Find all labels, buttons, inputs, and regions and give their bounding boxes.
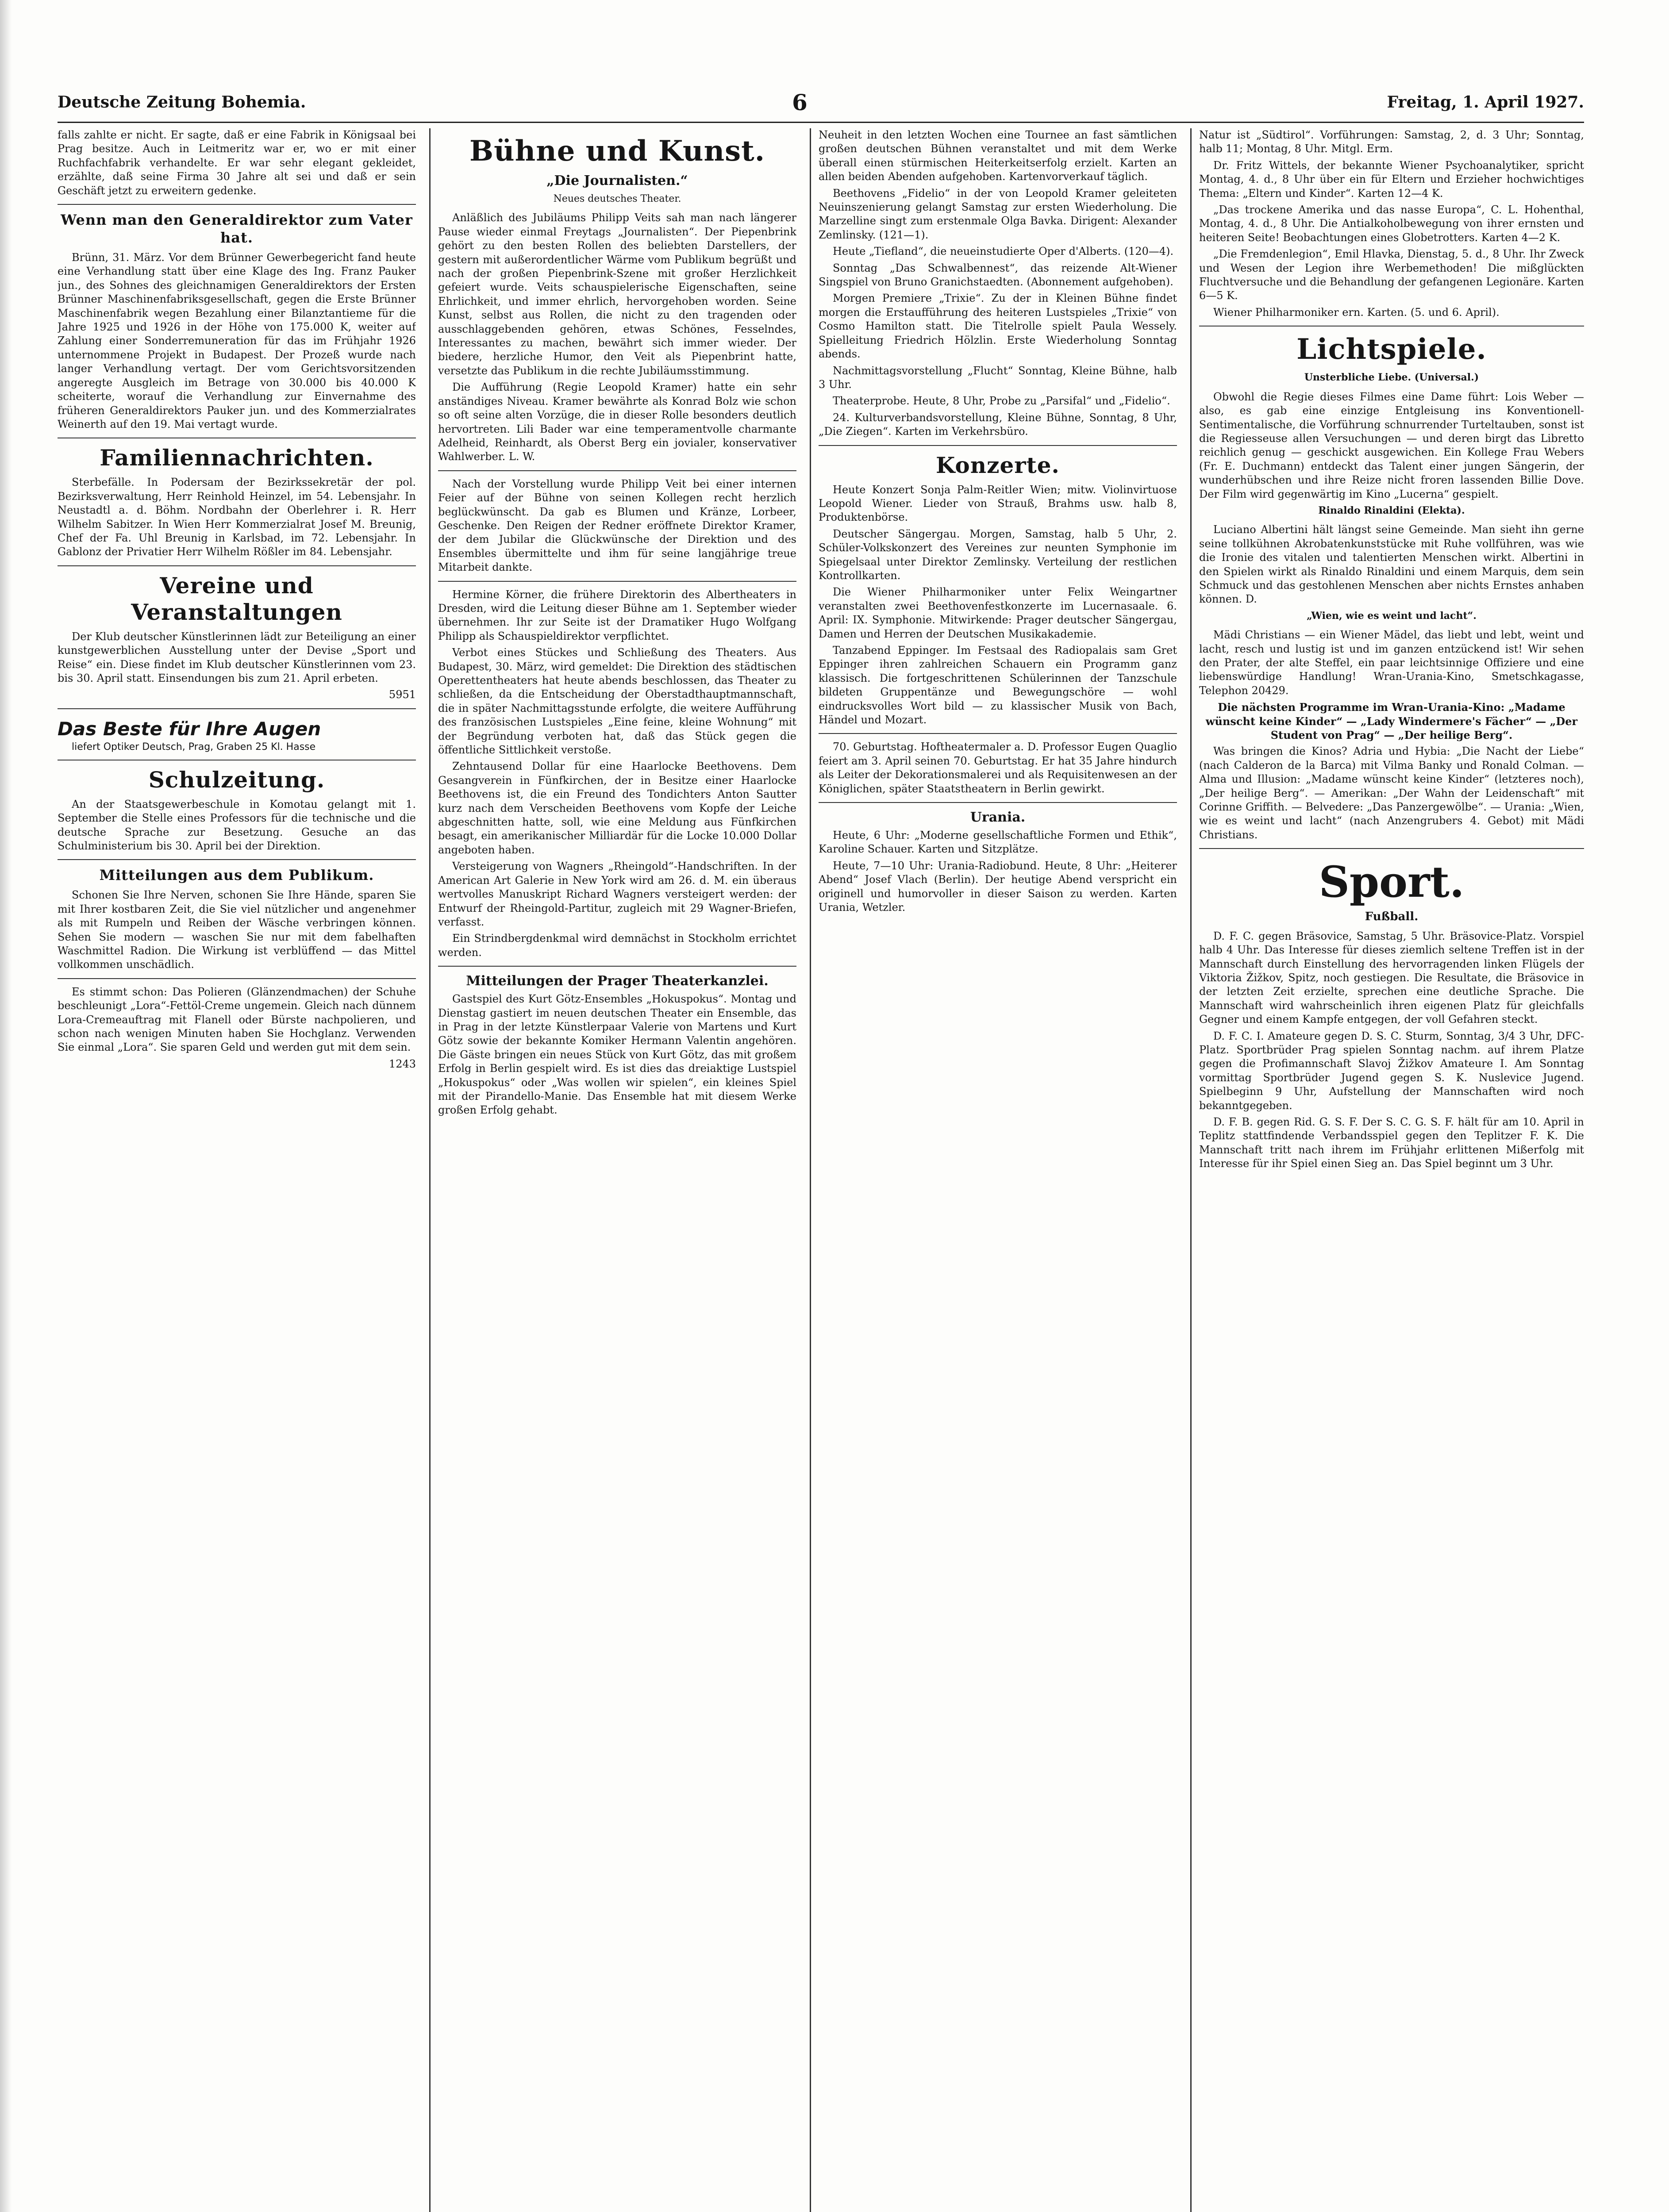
article-text: Mädi Christians — ein Wiener Mädel, das liebt und lebt, weint und lacht, resch und lustig ist und im ganzen entzückend ist! Wir sehen den Prater, der alte Steffel, ein paar leichtsinnige Offiziere und eine liebenswürdige Handlung! Wran-Urania-Kino, Smetschkagasse, Telephon 20429.: [1199, 629, 1584, 697]
article-text: Sonntag „Das Schwalbennest“, das reizende Alt-Wiener Singspiel von Bruno Granichstaedten. (Abonnement aufgehoben).: [819, 261, 1177, 288]
article-text: Theaterprobe. Heute, 8 Uhr, Probe zu „Parsifal“ und „Fidelio“.: [833, 395, 1170, 407]
divider: [1199, 848, 1584, 849]
section-fussball: Fußball.: [1365, 910, 1419, 924]
headline-konzerte: Konzerte.: [936, 452, 1060, 478]
header-date: Freitag, 1. April 1927.: [1387, 93, 1584, 111]
article-text: Brünn, 31. März. Vor dem Brünner Gewerbegericht fand heute eine Verhandlung statt über eine Klage des Ing. Franz Pauker jun., des Sohnes des gleichnamigen Generaldirektors der Ersten Brünner Maschinenfabriksgesellschaft, gegen die Erste Brünner Maschinenfabrik wegen Bezahlung einer Bilanztantieme für die Jahre 1925 und 1926 in der Höhe von 175.000 K, weiter auf Zahlung einer Sonderremuneration für das im Frühjahr 1926 unternommene Projekt in Budapest. Der Prozeß wurde nach langer Verhandlung vertagt. Der vom Gerichtsvorsitzenden angeregte Ausgleich im Betrage von 30.000 bis 40.000 K scheiterte, worauf die Verhandlung zur Einvernahme des früheren Generaldirektors Pauker jun. und des Kommerzialrates Weinerth auf den 19. Mai vertagt wurde.: [58, 251, 416, 430]
article-text: Der Klub deutscher Künstlerinnen lädt zur Beteiligung an einer kunstgewerblichen Ausstellung unter der Devise „Sport und Reise“ ein. Diese findet im Klub deutscher Künstlerinnen vom 23. bis 30. April statt. Einsendungen bis zum 21. April erbeten.: [58, 630, 416, 684]
article-text: Anläßlich des Jubiläums Philipp Veits sah man nach längerer Pause wieder einmal Freytags „Journalisten“. Der Piepenbrink gehört zu den besten Rollen des beliebten Darstellers, der gestern mit außerordentlicher Wärme vom Publikum begrüßt und nach der großen Piepenbrink-Szene mit großer Herzlichkeit gefeiert wurde. Veits schauspielerische Eigenschaften, seine Ehrlichkeit, und immer ehrlich, hervorgehoben worden. Seine Kunst, selbst aus Rollen, die nicht zu den tragenden oder ausschlaggebenden gehören, etwas Schönes, Fesselndes, Interessantes zu machen, bewährt sich immer wieder. Der biedere, herzliche Humor, den Veit als Piepenbrint hatte, versetzte das Publikum in die rechte Jubiläumsstimmung.: [438, 211, 796, 377]
column-divider: [1190, 128, 1192, 2212]
headline-sport: Sport.: [1319, 857, 1465, 907]
article-text: falls zahlte er nicht. Er sagte, daß er eine Fabrik in Königsaal bei Prag besitze. Auch in Leitmeritz war er, wo er mit einer Ruchfachfabrik verhandelte. Er war sehr elegant gekleidet, erzählte, daß seine Firma 30 Jahre alt sei und daß er sein Geschäft jetzt zu erweitern gedenke.: [58, 129, 416, 197]
article-text: Verbot eines Stückes und Schließung des Theaters. Aus Budapest, 30. März, wird gemeldet: Die Direktion des städtischen Operettentheaters hat heute abends beschlossen, das Theater zu schließen, da die Entscheidung der Oberstadthauptmannschaft, die in später Nachmittagsstunde erfolgte, die weitere Aufführung des französischen Lustspieles „Eine feine, kleine Wohnung“ mit der Begründung verboten hat, daß das Stück gegen die öffentliche Sittlichkeit verstoße.: [438, 646, 796, 757]
article-text: Nach der Vorstellung wurde Philipp Veit bei einer internen Feier auf der Bühne von seinen Kollegen recht herzlich beglückwünscht. Da gab es Blumen und Kränze, Lorbeer, Geschenke. Den Reigen der Redner eröffnete Direktor Kramer, der dem Jubilar die Glückwünsche der Direktion und des Ensembles übermittelte und ihm für seine langjährige treue Mitarbeit dankte.: [438, 477, 796, 574]
divider: [819, 445, 1177, 446]
divider: [58, 565, 416, 566]
article-text: 70. Geburtstag. Hoftheatermaler a. D. Professor Eugen Quaglio feiert am 3. April seinen 70. Geburtstag. Er hat 35 Jahre hindurch als Leiter der Dekorationsmalerei und als Requisitenwesen an der Königlichen, später Staatstheatern in Berlin gewirkt.: [819, 741, 1177, 795]
article-text: Dr. Fritz Wittels, der bekannte Wiener Psychoanalytiker, spricht Montag, 4. d., 8 Uhr über ein für Eltern und Erzieher hochwichtiges Thema: „Eltern und Kinder“. Karten 12—4 K.: [1199, 159, 1584, 200]
article-text: Heute, 7—10 Uhr: Urania-Radiobund. Heute, 8 Uhr: „Heiterer Abend“ Josef Vlach (Berlin). Der heutige Abend verspricht ein originell und humorvoller in dieser Saison zu werden. Karten Urania, Wetzler.: [819, 859, 1177, 914]
column-3: [819, 128, 1177, 2212]
divider: [58, 204, 416, 205]
headline-familiennachrichten: Familiennachrichten.: [100, 445, 374, 471]
article-text: D. F. C. gegen Bräsovice, Samstag, 5 Uhr. Bräsovice-Platz. Vorspiel halb 4 Uhr. Das Interesse für dieses ziemlich seltene Treffen ist in der Mannschaft durch Einstellung des hervorragenden linken Flügels der Viktoria Žižkov, Spitz, noch gestiegen. Die Resultate, die Bräsovice in der letzten Zeit erzielte, sprechen eine deutliche Sprache. Die Mannschaft wird wahrscheinlich ihren eigenen Platz für gleichfalls Gegner und einem Kampfe entgegen, der voll Gefahren steckt.: [1199, 929, 1584, 1026]
column-divider: [810, 128, 811, 2212]
article-text: Heute Konzert Sonja Palm-Reitler Wien; mitw. Violinvirtuose Leopold Wiener. Lieder von Strauß, Brahms usw. halb 8, Produktenbörse.: [819, 483, 1177, 524]
article-text: Neuheit in den letzten Wochen eine Tournee an fast sämtlichen großen deutschen Bühnen veranstaltet und mit dem Werke überall einen stürmischen Heiterkeitserfolg erzielt. Karten an allen beiden Abenden aufgehoben. Kartenvorverkauf täglich.: [819, 129, 1177, 183]
headline-journalisten: „Die Journalisten.“: [546, 173, 688, 188]
article-text: D. F. C. I. Amateure gegen D. S. C. Sturm, Sonntag, 3/4 3 Uhr, DFC-Platz. Sportbrüder Prag spielen Sonntag nachm. auf ihrem Platze gegen die Profimannschaft Slavoj Žižkov Amateure I. Am Sonntag vormittag Sportbrüder Jugend gegen S. K. Nuslevice Jugend. Spielbeginn 9 Uhr, Aufstellung der Mannschaften wird noch bekanntgegeben.: [1199, 1029, 1584, 1112]
notice-number: 1243: [388, 1057, 416, 1070]
article-text: Morgen Premiere „Trixie“. Zu der in Kleinen Bühne findet morgen die Erstaufführung des heiteren Lustspieles „Trixie“ von Cosmo Hamilton statt. Die Titelrolle spielt Paula Wessely. Spielleitung Friedrich Hölzlin. Erste Wiederholung Sonntag abends.: [819, 292, 1177, 361]
header-rule: [58, 122, 1584, 123]
article-text: Gastspiel des Kurt Götz-Ensembles „Hokuspokus“. Montag und Dienstag gastiert im neuen deutschen Theater ein Ensemble, das in Prag in der letzte Künstlerpaar Valerie von Martens und Kurt Götz sowie der bekannte Komiker Hermann Valentin angehören. Die Gäste bringen ein neues Stück von Kurt Götz, das mit großem Erfolg in Berlin gespielt wird. Es ist dies das dreiaktige Lustspiel „Hokuspokus“ oder „Was wollen wir spielen“, ein kleines Spiel mit der Pirandello-Manie. Das Ensemble hat mit diesem Werke großen Erfolg gehabt.: [438, 993, 796, 1117]
article-text: Zehntausend Dollar für eine Haarlocke Beethovens. Dem Gesangverein in Fünfkirchen, der in Besitze einer Haarlocke Beethovens ist, die ein Freund des Tondichters Anton Sautter kurz nach dem Verscheiden Beethovens vom Kopfe der Leiche abgeschnitten hatte, soll, wie eine Meldung aus Fünfkirchen besagt, ein amerikanischer Milliardär für die Locke 10.000 Dollar angeboten haben.: [438, 760, 796, 856]
article-text: 24. Kulturverbandsvorstellung, Kleine Bühne, Sonntag, 8 Uhr, „Die Ziegen“. Karten im Verkehrsbüro.: [819, 411, 1177, 438]
subheadline-theater: Neues deutsches Theater.: [553, 193, 681, 204]
advertisement-title: Das Beste für Ihre Augen: [58, 718, 321, 740]
header-page-number: 6: [792, 89, 808, 115]
headline-buehne-und-kunst: Bühne und Kunst.: [469, 134, 765, 168]
film-title: Unsterbliche Liebe. (Universal.): [1304, 372, 1479, 384]
divider: [438, 581, 796, 582]
divider: [819, 733, 1177, 734]
article-text: Was bringen die Kinos? Adria und Hybia: „Die Nacht der Liebe“ (nach Calderon de la Barca) mit Vilma Banky und Ronald Colman. — Alma und Illusion: „Madame wünscht keine Kinder“ (letzteres noch), „Der heilige Berg“. — Amerikan: „Der Wahn der Leidenschaft“ mit Corinne Griffith. — Belvedere: „Das Panzergewölbe“. — Urania: „Wien, wie es weint und lacht“ (nach Anzengrubers 4. Gebot) mit Mädi Christians.: [1199, 745, 1584, 841]
divider: [58, 708, 416, 709]
page-edge-shadow: [0, 0, 12, 2212]
advertisement-subtitle: liefert Optiker Deutsch, Prag, Graben 25 Kl. Hasse: [72, 741, 316, 753]
article-text: Die Wiener Philharmoniker unter Felix Weingartner veranstalten zwei Beethovenfestkonzerte im Lucernasaale. 6. April: IX. Symphonie. Mitwirkende: Prager deutscher Sängergau, Damen und Herren der Deutschen Musikakademie.: [819, 586, 1177, 640]
article-text: Versteigerung von Wagners „Rheingold“-Handschriften. In der American Art Galerie in New York wird am 26. d. M. ein überaus wertvolles Manuskript Richard Wagners versteigert werden: der Entwurf der Rheingold-Partitur, zugleich mit 29 Wagner-Briefen, verfasst.: [438, 860, 796, 928]
article-text: Obwohl die Regie dieses Filmes eine Dame führt: Lois Weber — also, es gab eine einzige Entgleisung ins Konventionell-Sentimentalische, die Vorführung schnurrender Turteltauben, sonst ist die Regiesseuse allen Versuchungen — und deren birgt das Libretto reichlich genug — geschickt ausgewichen. Ein Kollege Frau Webers (Fr. E. Duchmann) entdeckt das Talent einer jungen Sängerin, der wunderhübschen und ihre Reize nicht froren lassenden Billie Dove. Der Film wird gegenwärtig im Kino „Lucerna“ gespielt.: [1199, 390, 1584, 500]
article-text: Beethovens „Fidelio“ in der von Leopold Kramer geleiteten Neuinszenierung gelangt Samstag zur ersten Wiederholung. Die Marzelline singt zum erstenmale Olga Bavka. Dirigent: Alexander Zemlinsky. (121—1).: [819, 187, 1177, 241]
header-newspaper-name: Deutsche Zeitung Bohemia.: [58, 93, 306, 111]
divider: [819, 802, 1177, 803]
article-text: Heute, 6 Uhr: „Moderne gesellschaftliche Formen und Ethik“, Karoline Schauer. Karten und Sitzplätze.: [819, 829, 1177, 856]
article-text: Wiener Philharmoniker ern. Karten. (5. und 6. April).: [1213, 306, 1500, 319]
article-text: „Die Fremdenlegion“, Emil Hlavka, Dienstag, 5. d., 8 Uhr. Ihr Zweck und Wesen der Legion ihre Werbemethoden! Die mißglückten Fluchtversuche und die Behandlung der gefangenen Legionäre. Karten 6—5 K.: [1199, 248, 1584, 302]
article-text: „Das trockene Amerika und das nasse Europa“, C. L. Hohenthal, Montag, 4. d., 8 Uhr. Die Antialkoholbewegung von ihrer ernsten und heiteren Seite! Beobachtungen eines Globetrotters. Karten 4—2 K.: [1199, 204, 1584, 244]
headline-mitteilungen: Mitteilungen aus dem Publikum.: [99, 867, 374, 884]
divider: [438, 470, 796, 471]
article-text: Sterbefälle. In Podersam der Bezirkssekretär der pol. Bezirksverwaltung, Herr Reinhold Heinzel, im 54. Lebensjahr. In Neustadtl a. d. Böhm. Nordbahn der Oberlehrer i. R. Herr Wilhelm Sabitzer. In Wien Herr Kommerzialrat Josef M. Breunig, Chef der Fa. Uhl Breunig in Karlsbad, im 72. Lebensjahr. In Gablonz der Privatier Herr Wilhelm Rößler im 84. Lebensjahr.: [58, 476, 416, 558]
article-text: Es stimmt schon: Das Polieren (Glänzendmachen) der Schuhe beschleunigt „Lora“-Fettöl-Creme ungemein. Gleich nach dünnem Lora-Cremeauftrag mit Flanell oder Bürste nachpolieren, und schon nach wenigen Minuten haben Sie Hochglanz. Verwenden Sie einmal „Lora“. Sie sparen Geld und werden gut mit dem sein.: [58, 985, 416, 1054]
article-text: Natur ist „Südtirol“. Vorführungen: Samstag, 2, d. 3 Uhr; Sonntag, halb 11; Montag, 8 Uhr. Mitgl. Erm.: [1199, 129, 1584, 155]
article-text: Deutscher Sängergau. Morgen, Samstag, halb 5 Uhr, 2. Schüler-Volkskonzert des Vereines zur neunten Symphonie im Spiegelsaal unter Direktor Zemlinsky. Verteilung der restlichen Kontrollkarten.: [819, 527, 1177, 582]
article-text: Hermine Körner, die frühere Direktorin des Albertheaters in Dresden, wird die Leitung dieser Bühne am 1. September wieder übernehmen. Ihr zur Seite ist der Dramatiker Hugo Wolfgang Philipp als Schauspieldirektor verpflichtet.: [438, 588, 796, 642]
article-text: Die Aufführung (Regie Leopold Kramer) hatte ein sehr anständiges Niveau. Kramer bewährte als Konrad Bolz wie schon so oft seine alten Vorzüge, die in dieser Rolle besonders deutlich hervortreten. Lili Bader war eine temperamentvolle charmante Adelheid, Reinhardt, als Oberst Berg ein jovialer, konservativer Wahlwerber. L. W.: [438, 381, 796, 463]
article-text: Heute „Tiefland“, die neueinstudierte Oper d'Alberts. (120—4).: [833, 245, 1174, 258]
notice-number: 5951: [388, 688, 416, 701]
article-text: Tanzabend Eppinger. Im Festsaal des Radiopalais sam Gret Eppinger ihren zahlreichen Schauern ein Programm ganz klassisch. Die fortgeschrittenen Schülerinnen der Tanzschule bildeten Gruppentänze und Bewegungschöre — wohl eindrucksvolles Wort bild — zu klassischer Musik von Bach, Händel und Mozart.: [819, 644, 1177, 726]
article-text: D. F. B. gegen Rid. G. S. F. Der S. C. G. S. F. hält für am 10. April in Teplitz stattfindende Verbandsspiel gegen den Teplitzer F. K. Die Mannschaft tritt nach ihrem im Frühjahr erlittenen Mißerfolg mit Interesse für ihr Spiel einen Sieg an. Das Spiel beginnt um 3 Uhr.: [1199, 1115, 1584, 1170]
article-text: Die nächsten Programme im Wran-Urania-Kino: „Madame wünscht keine Kinder“ — „Lady Windermere's Fächer“ — „Der Student von Prag“ — „Der heilige Berg“.: [1205, 701, 1578, 742]
article-text: Ein Strindbergdenkmal wird demnächst in Stockholm errichtet werden.: [438, 932, 796, 959]
article-text: Schonen Sie Ihre Nerven, schonen Sie Ihre Hände, sparen Sie mit Ihrer kostbaren Zeit, die Sie viel nützlicher und angenehmer als mit Rumpeln und Reiben der Wäsche verbringen können. Sehen Sie modern — waschen Sie nur mit dem fabelhaften Waschmittel Radion. Die Wirkung ist verblüffend — das Mittel vollkommen unschädlich.: [58, 889, 416, 971]
column-1: [58, 128, 416, 2212]
article-text: Nachmittagsvorstellung „Flucht“ Sonntag, Kleine Bühne, halb 3 Uhr.: [819, 364, 1177, 391]
film-title: Rinaldo Rinaldini (Elekta).: [1318, 504, 1465, 516]
headline-theaterkanzlei: Mitteilungen der Prager Theaterkanzlei.: [466, 973, 769, 989]
article-text: An der Staatsgewerbeschule in Komotau gelangt mit 1. September die Stelle eines Professors für die technische und die deutsche Sprache zur Besetzung. Gesuche an das Schulministerium bis 30. April bei der Direktion.: [58, 798, 416, 852]
headline-generaldirektor: Wenn man den Generaldirektor zum Vater hat.: [61, 211, 413, 246]
column-2: [438, 128, 796, 2212]
headline-lichtspiele: Lichtspiele.: [1296, 333, 1487, 366]
column-4: [1199, 128, 1584, 2212]
article-text: Luciano Albertini hält längst seine Gemeinde. Man sieht ihn gerne seine tollkühnen Akrobatenkunststücke mit Ruhe vollführen, was wie die Ironie des vitalen und talentierten Menschen wirkt. Albertini in den Spielen wirkt als Rinaldo Rinaldini und einem Marquis, dem sein Schmuck und das gestohlenen Menschen aber nichts Ernstes anhaben können. D.: [1199, 523, 1584, 606]
divider: [58, 978, 416, 979]
headline-vereine: Vereine und Veranstaltungen: [131, 572, 342, 625]
film-title: „Wien, wie es weint und lacht“.: [1307, 610, 1477, 622]
headline-schulzeitung: Schulzeitung.: [148, 766, 325, 793]
divider: [438, 966, 796, 967]
divider: [58, 859, 416, 860]
page-header: [58, 89, 1584, 119]
headline-urania: Urania.: [970, 810, 1026, 826]
column-divider: [429, 128, 431, 2212]
